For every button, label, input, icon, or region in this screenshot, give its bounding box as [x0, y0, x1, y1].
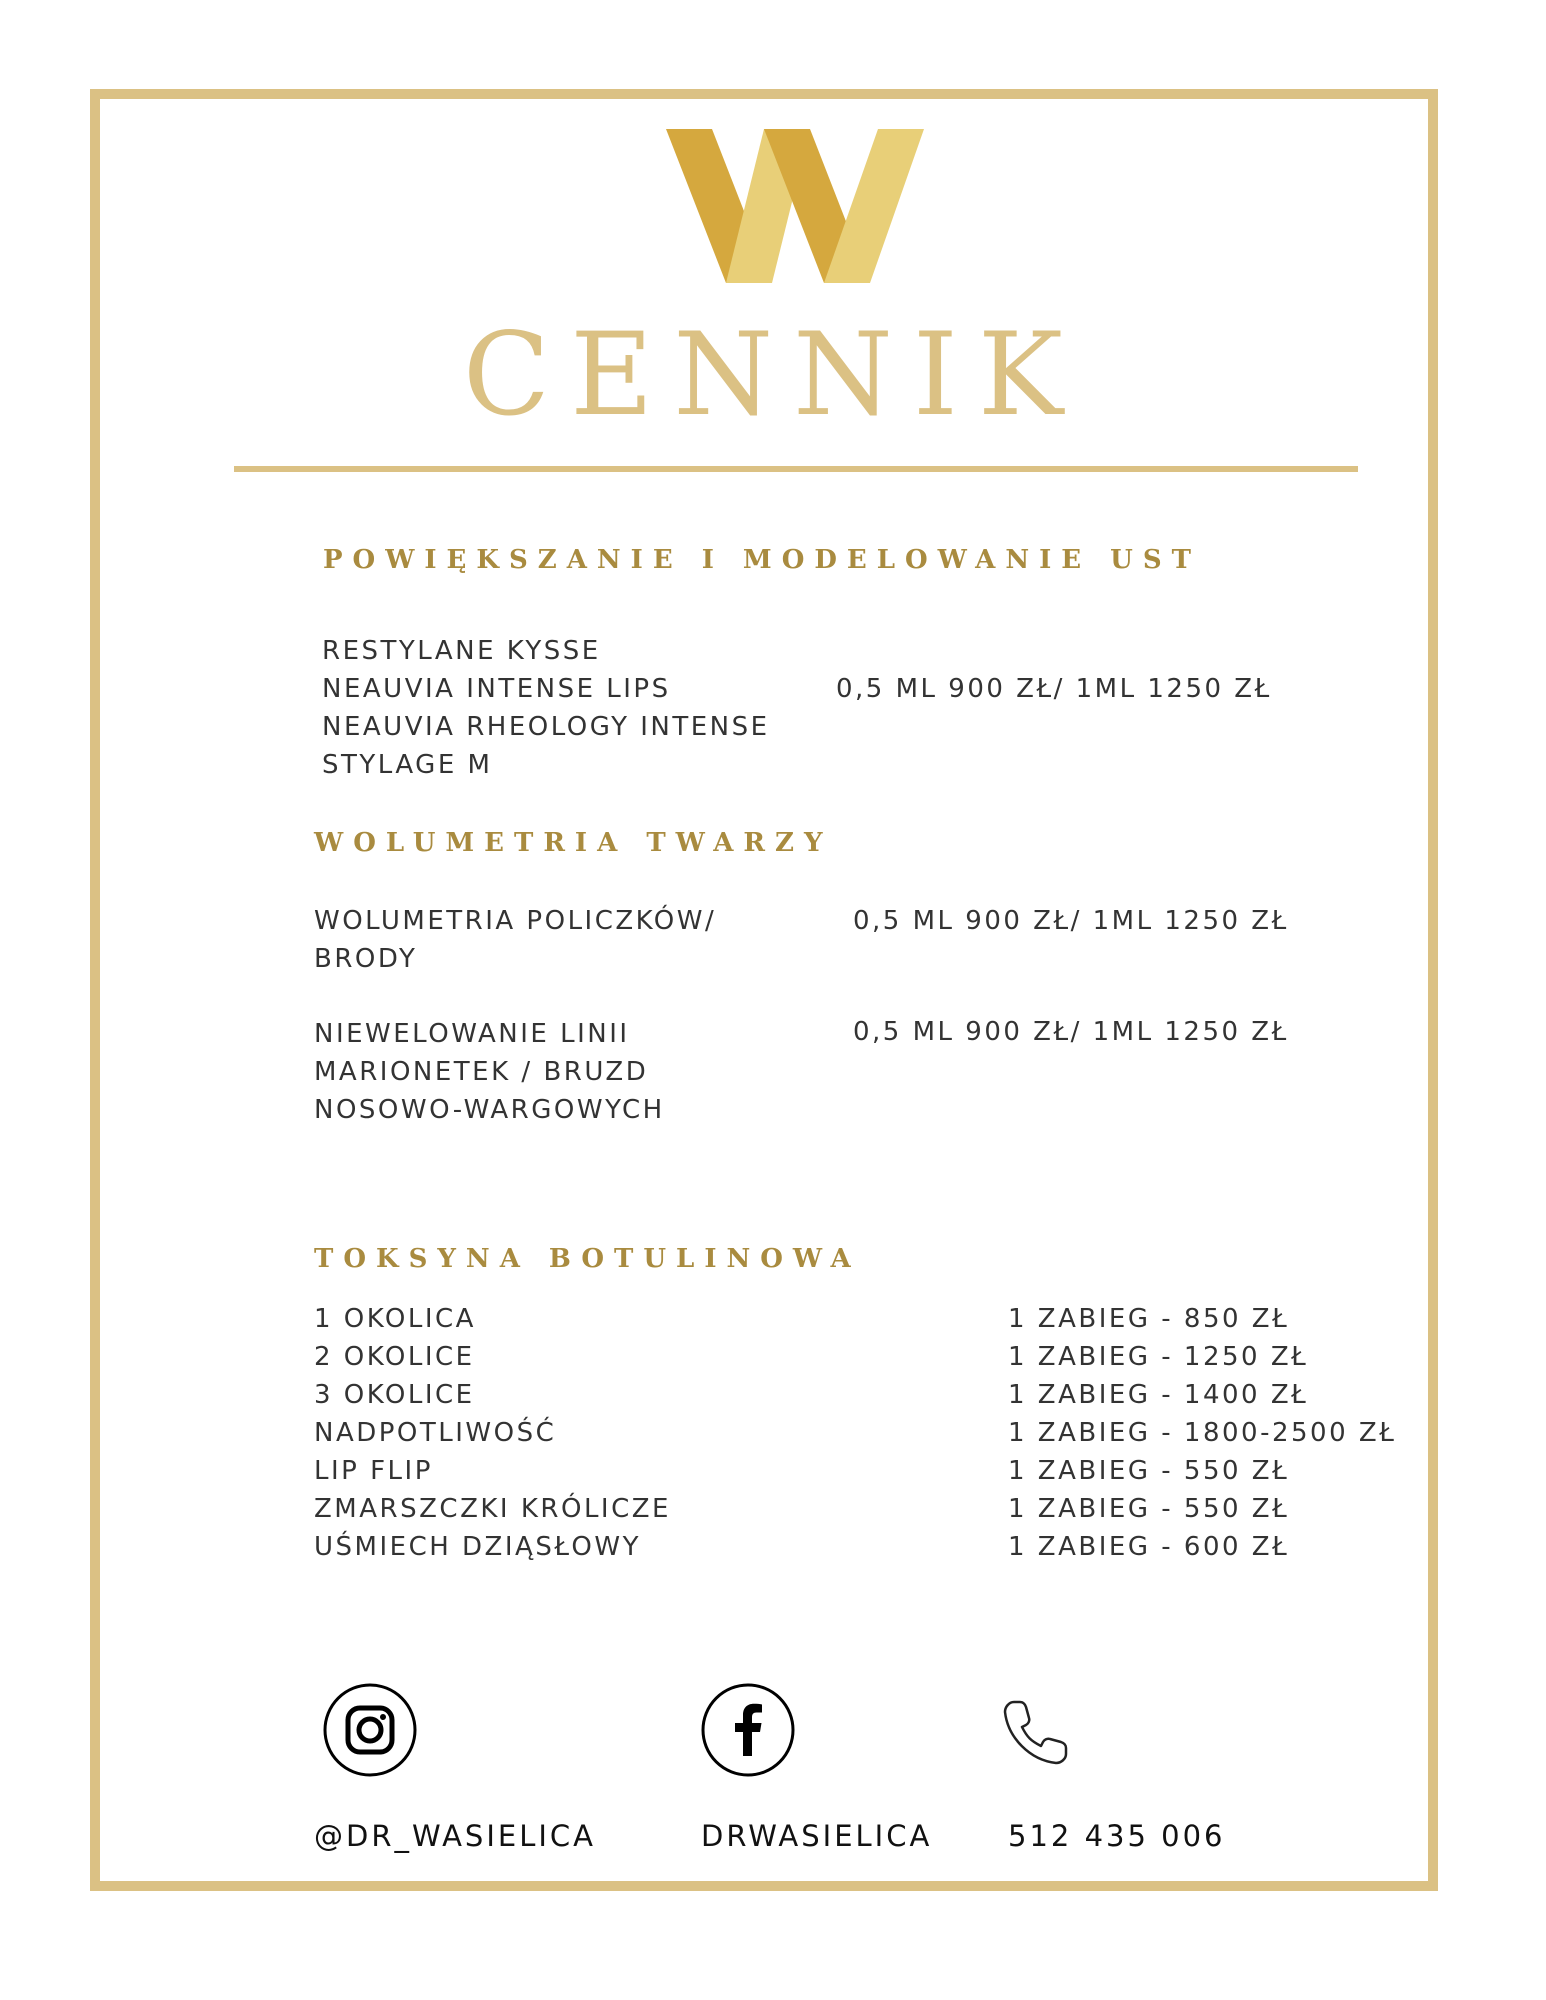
botox-area: 2 OKOLICE — [314, 1342, 475, 1372]
product-name: RESTYLANE KYSSE — [322, 636, 601, 666]
facebook-handle[interactable]: DRWASIELICA — [701, 1819, 933, 1853]
volumetry-item-name — [314, 1015, 665, 1129]
botox-price: 1 ZABIEG - 1800-2500 ZŁ — [1008, 1418, 1397, 1448]
botox-price: 1 ZABIEG - 1400 ZŁ — [1008, 1380, 1309, 1410]
botox-price: 1 ZABIEG - 1250 ZŁ — [1008, 1342, 1309, 1372]
item-name-line: NIEWELOWANIE LINII — [314, 1019, 630, 1049]
product-name: STYLAGE M — [322, 750, 493, 780]
item-name-line: NOSOWO-WARGOWYCH — [314, 1095, 665, 1125]
botox-area: ZMARSZCZKI KRÓLICZE — [314, 1494, 671, 1524]
product-name: NEAUVIA RHEOLOGY INTENSE — [322, 712, 770, 742]
brand-logo-w — [666, 129, 924, 283]
lips-product-list — [322, 632, 770, 784]
instagram-icon[interactable] — [322, 1682, 418, 1778]
botox-area: 1 OKOLICA — [314, 1304, 476, 1334]
botox-area: 3 OKOLICE — [314, 1380, 475, 1410]
botox-area: NADPOTLIWOŚĆ — [314, 1418, 557, 1448]
botox-names — [314, 1300, 671, 1566]
botox-price: 1 ZABIEG - 600 ZŁ — [1008, 1532, 1290, 1562]
volumetry-item-name — [314, 902, 716, 978]
botox-area: LIP FLIP — [314, 1456, 433, 1486]
section-heading-botox: TOKSYNA BOTULINOWA — [314, 1244, 861, 1274]
title-divider — [234, 466, 1358, 472]
botox-price: 1 ZABIEG - 550 ZŁ — [1008, 1494, 1290, 1524]
phone-number[interactable]: 512 435 006 — [1008, 1819, 1226, 1853]
section-heading-lips: POWIĘKSZANIE I MODELOWANIE UST — [323, 545, 1201, 575]
volumetry-item-price: 0,5 ML 900 ZŁ/ 1ML 1250 ZŁ — [853, 1017, 1289, 1047]
facebook-icon[interactable] — [700, 1682, 796, 1778]
botox-price: 1 ZABIEG - 850 ZŁ — [1008, 1304, 1290, 1334]
volumetry-item-price: 0,5 ML 900 ZŁ/ 1ML 1250 ZŁ — [853, 906, 1289, 936]
instagram-handle[interactable]: @DR_WASIELICA — [314, 1819, 596, 1853]
phone-icon[interactable] — [1000, 1696, 1072, 1768]
botox-area: UŚMIECH DZIĄSŁOWY — [314, 1532, 641, 1562]
botox-price: 1 ZABIEG - 550 ZŁ — [1008, 1456, 1290, 1486]
section-heading-volumetry: WOLUMETRIA TWARZY — [314, 828, 833, 858]
product-name: NEAUVIA INTENSE LIPS — [322, 674, 671, 704]
lips-price: 0,5 ML 900 ZŁ/ 1ML 1250 ZŁ — [836, 674, 1272, 704]
item-name-line: BRODY — [314, 944, 418, 974]
item-name-line: WOLUMETRIA POLICZKÓW/ — [314, 906, 717, 936]
item-name-line: MARIONETEK / BRUZD — [314, 1057, 649, 1087]
botox-prices — [1008, 1300, 1396, 1566]
page-title: CENNIK — [462, 308, 1084, 441]
